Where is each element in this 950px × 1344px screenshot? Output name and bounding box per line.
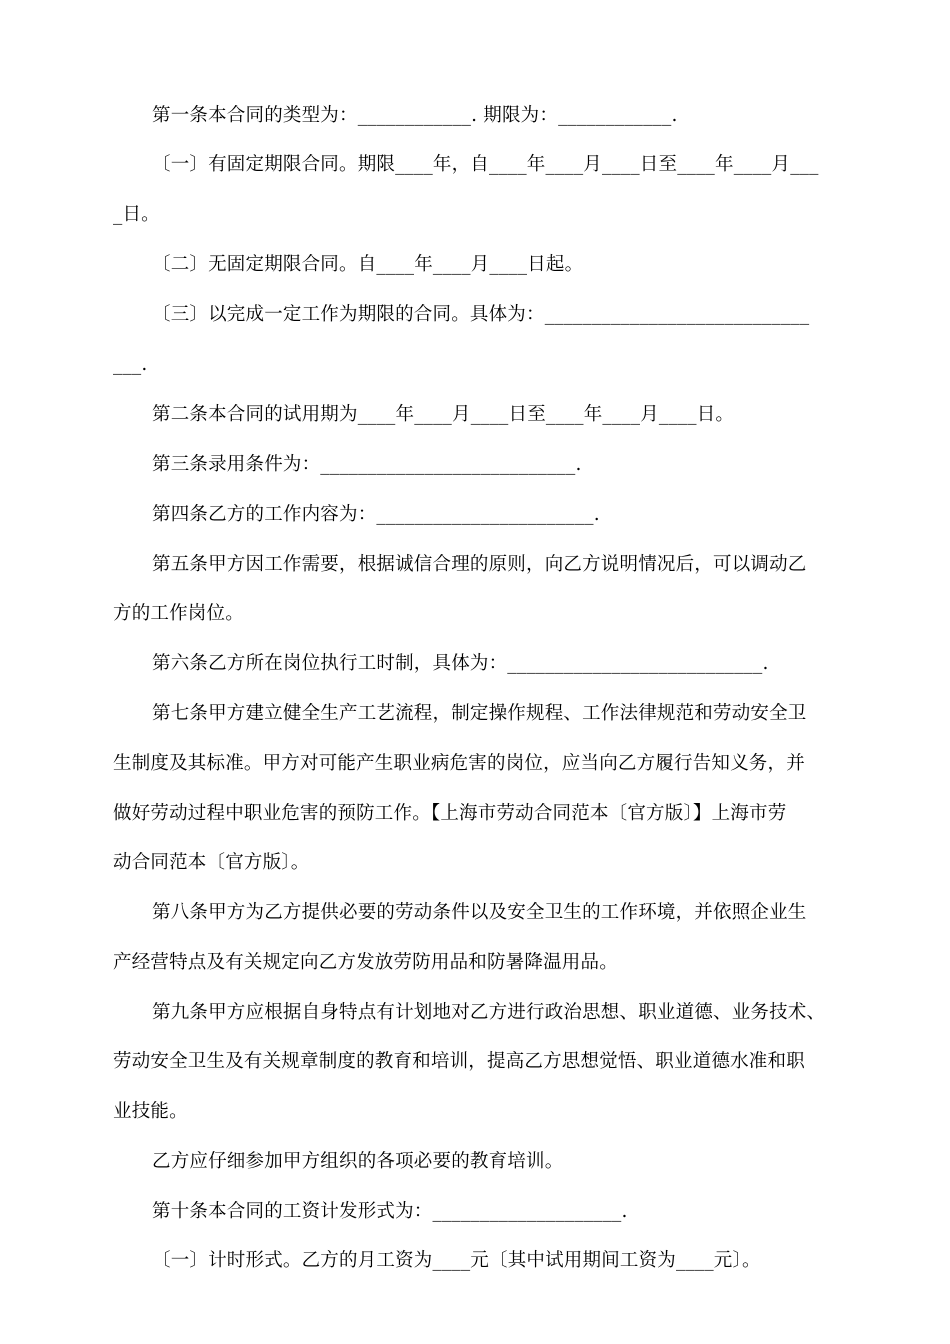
article-3-line: 第三条录用条件为：___________________________.	[152, 454, 582, 475]
article-9-line: 第九条甲方应根据自身特点有计划地对乙方进行政治思想、职业道德、业务技术、	[152, 1002, 826, 1023]
article-7-cont-2: 做好劳动过程中职业危害的预防工作。【上海市劳动合同范本〔官方版〕】上海市劳	[113, 803, 787, 824]
article-1-item-1-line: 〔一〕有固定期限合同。期限____年，自____年____月____日至____年____月___	[152, 154, 819, 175]
article-10-line: 第十条本合同的工资计发形式为：____________________.	[152, 1201, 628, 1222]
article-4-line: 第四条乙方的工作内容为：_______________________.	[152, 504, 600, 525]
article-1-item-1-cont: _日。	[113, 204, 160, 225]
article-8-cont: 产经营特点及有关规定向乙方发放劳防用品和防暑降温用品。	[113, 952, 618, 973]
article-1-item-2-line: 〔二〕无固定期限合同。自____年____月____日起。	[152, 254, 584, 275]
article-9-note: 乙方应仔细参加甲方组织的各项必要的教育培训。	[152, 1151, 564, 1172]
article-9-cont-2: 业技能。	[113, 1101, 188, 1122]
article-5-cont: 方的工作岗位。	[113, 603, 244, 624]
article-1-item-3-cont: ___.	[113, 354, 148, 375]
article-7-cont-1: 生制度及其标准。甲方对可能产生职业病危害的岗位，应当向乙方履行告知义务，并	[113, 753, 805, 774]
article-2-line: 第二条本合同的试用期为____年____月____日至____年____月____日。	[152, 404, 735, 425]
article-6-line: 第六条乙方所在岗位执行工时制，具体为：___________________________.	[152, 653, 769, 674]
article-9-cont-1: 劳动安全卫生及有关规章制度的教育和培训，提高乙方思想觉悟、职业道德水准和职	[113, 1051, 805, 1072]
article-7-line: 第七条甲方建立健全生产工艺流程，制定操作规程、工作法律规范和劳动安全卫	[152, 703, 807, 724]
article-10-item-1: 〔一〕计时形式。乙方的月工资为____元〔其中试用期间工资为____元〕。	[152, 1250, 761, 1271]
article-7-cont-3: 动合同范本〔官方版〕。	[113, 852, 310, 873]
article-1-item-3-line: 〔三〕以完成一定工作为期限的合同。具体为：____________________________	[152, 304, 810, 325]
article-5-line: 第五条甲方因工作需要，根据诚信合理的原则，向乙方说明情况后，可以调动乙	[152, 554, 807, 575]
article-8-line: 第八条甲方为乙方提供必要的劳动条件以及安全卫生的工作环境，并依照企业生	[152, 902, 807, 923]
article-1-line: 第一条本合同的类型为：____________. 期限为：____________.	[152, 105, 678, 126]
